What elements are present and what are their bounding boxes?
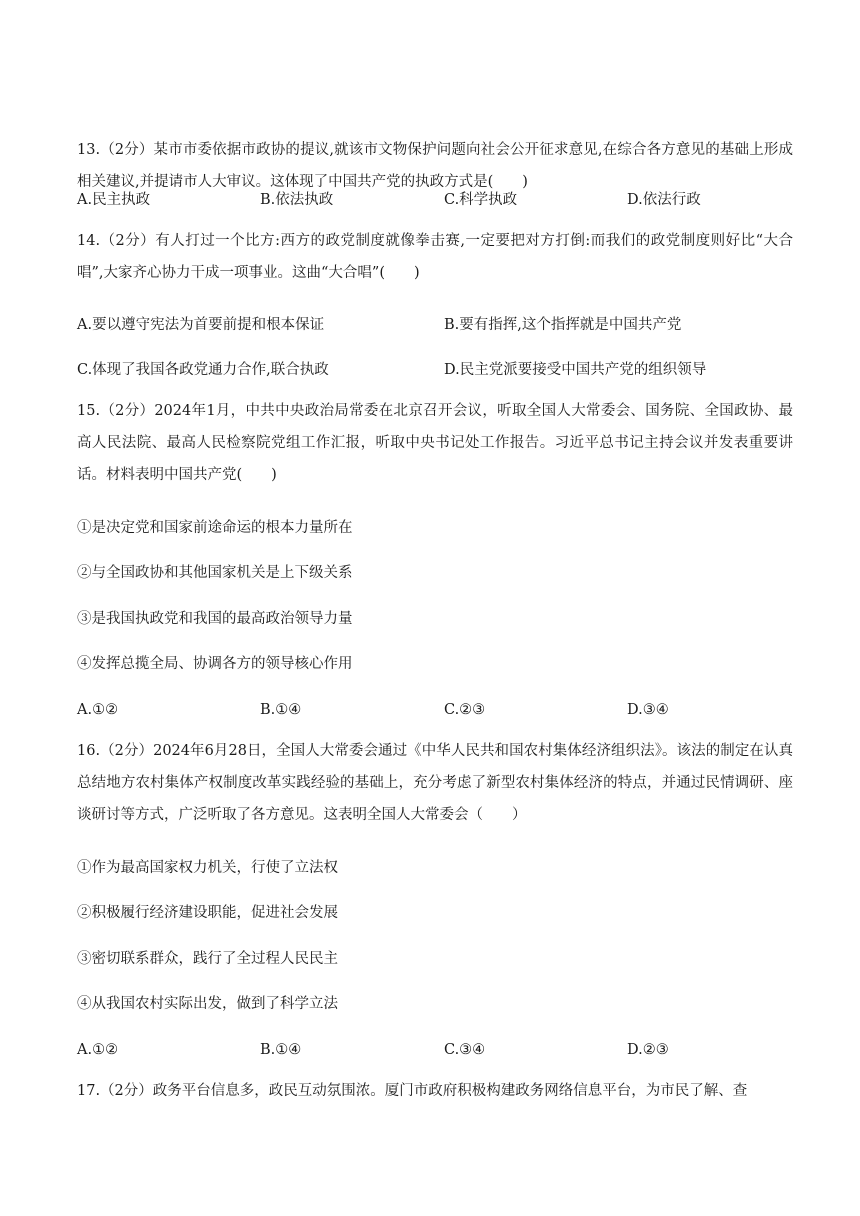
- option-d[interactable]: D.民主党派要接受中国共产党的组织领导: [444, 362, 707, 378]
- statement-3: ③密切联系群众，践行了全过程人民民主: [77, 951, 338, 967]
- question-16-stem: 16.（2分）2024年6月28日，全国人大常委会通过《中华人民共和国农村集体经济组织法》。该法的制定在认真总结地方农村集体产权制度改革实践经验的基础上，充分考虑了新型农村集体经济的特点，并通过民情调研、座谈研讨等方式，广泛听取了各方意见。这表明全国人大常委会（ ）: [77, 743, 793, 823]
- option-d[interactable]: D.依法行政: [627, 192, 701, 208]
- option-c[interactable]: C.③④: [444, 1042, 486, 1058]
- statement-1: ①作为最高国家权力机关，行使了立法权: [77, 860, 338, 876]
- question-13-stem: 13.（2分）某市市委依据市政协的提议,就该市文物保护问题向社会公开征求意见,在综合各方意见的基础上形成相关建议,并提请市人大审议。这体现了中国共产党的执政方式是( ): [77, 142, 793, 190]
- question-15-options: [77, 698, 793, 722]
- question-14-options-row-2: [77, 358, 793, 382]
- question-14: [77, 225, 793, 289]
- option-a[interactable]: A.①②: [77, 702, 119, 718]
- option-c[interactable]: C.②③: [444, 702, 486, 718]
- option-a[interactable]: A.民主执政: [77, 192, 151, 208]
- question-14-stem: 14.（2分）有人打过一个比方:西方的政党制度就像拳击赛,一定要把对方打倒:而我们的政党制度则好比“大合唱”,大家齐心协力干成一项事业。这曲“大合唱”( ): [77, 233, 793, 281]
- statement-4: ④从我国农村实际出发，做到了科学立法: [77, 996, 338, 1012]
- option-b[interactable]: B.①④: [260, 702, 302, 718]
- option-a[interactable]: A.要以遵守宪法为首要前提和根本保证: [77, 317, 325, 333]
- statement-4: ④发挥总揽全局、协调各方的领导核心作用: [77, 656, 353, 672]
- question-15: [77, 395, 793, 491]
- statement-3: ③是我国执政党和我国的最高政治领导力量: [77, 611, 353, 627]
- statement-2: ②积极履行经济建设职能，促进社会发展: [77, 905, 338, 921]
- question-13-options: [77, 188, 793, 212]
- question-17-stem: 17.（2分）政务平台信息多，政民互动氛围浓。厦门市政府积极构建政务网络信息平台，为市民了解、查: [77, 1083, 748, 1099]
- option-b[interactable]: B.要有指挥,这个指挥就是中国共产党: [444, 317, 682, 333]
- question-16-options: [77, 1038, 793, 1062]
- question-14-options-row-1: [77, 313, 793, 337]
- statement-1: ①是决定党和国家前途命运的根本力量所在: [77, 520, 353, 536]
- question-15-stem: 15.（2分）2024年1月，中共中央政治局常委在北京召开会议，听取全国人大常委会、国务院、全国政协、最高人民法院、最高人民检察院党组工作汇报，听取中央书记处工作报告。习近平总书记主持会议并发表重要讲话。材料表明中国共产党( ): [77, 403, 793, 483]
- question-17: [77, 1075, 793, 1107]
- option-d[interactable]: D.②③: [627, 1042, 669, 1058]
- option-c[interactable]: C.体现了我国各政党通力合作,联合执政: [77, 362, 329, 378]
- statement-2: ②与全国政协和其他国家机关是上下级关系: [77, 565, 353, 581]
- option-d[interactable]: D.③④: [627, 702, 669, 718]
- option-a[interactable]: A.①②: [77, 1042, 119, 1058]
- option-c[interactable]: C.科学执政: [444, 192, 518, 208]
- option-b[interactable]: B.①④: [260, 1042, 302, 1058]
- question-16: [77, 735, 793, 831]
- option-b[interactable]: B.依法执政: [260, 192, 334, 208]
